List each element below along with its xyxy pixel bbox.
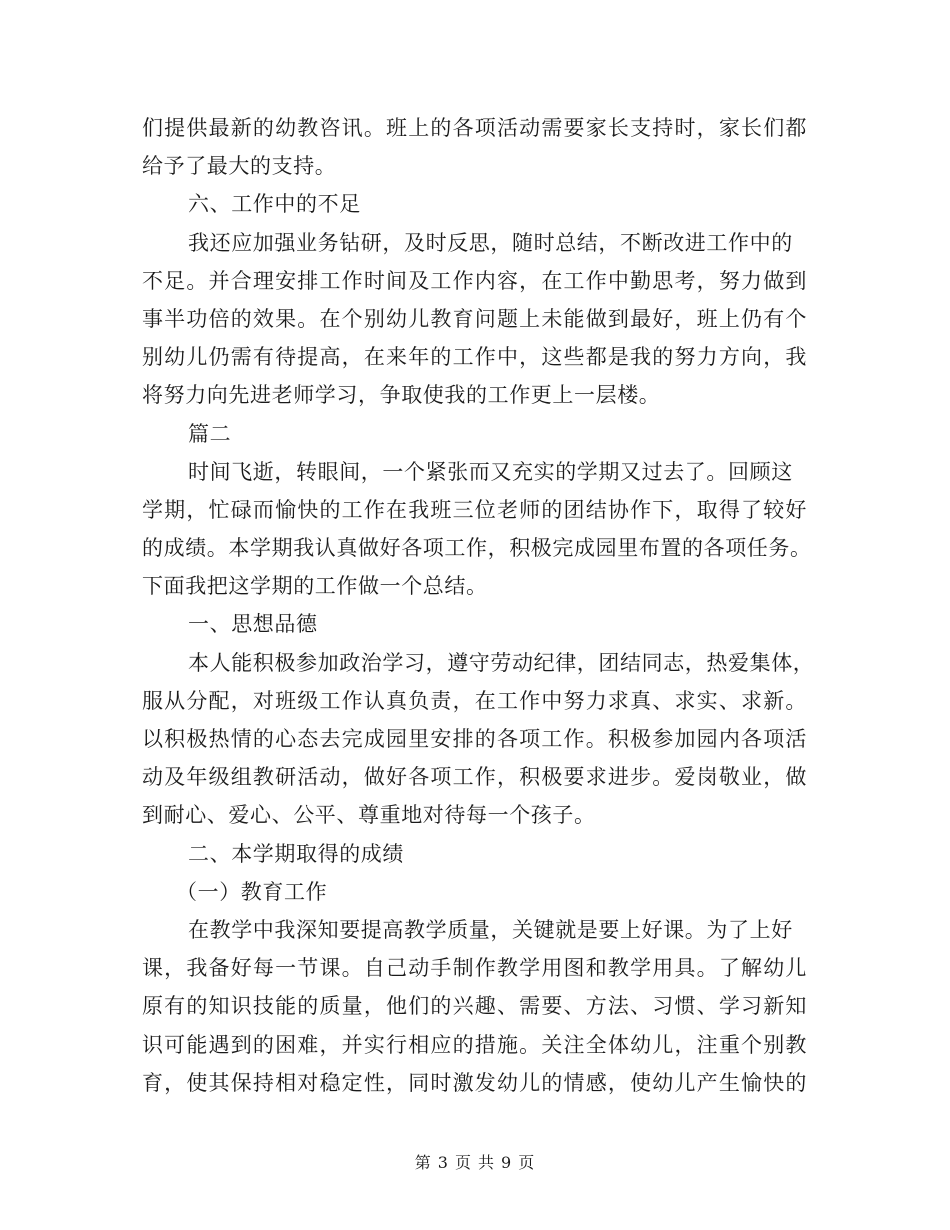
paragraph-line: 下面我把这学期的工作做一个总结。 [142, 574, 488, 599]
subsection-heading: （一）教育工作 [176, 879, 328, 904]
total-pages-number: 9 [501, 1153, 513, 1172]
paragraph-line: 的成绩。本学期我认真做好各项工作，积极完成园里布置的各项任务。 [142, 536, 812, 561]
paragraph-line: 原有的知识技能的质量，他们的兴趣、需要、方法、习惯、学习新知 [142, 994, 807, 1019]
paragraph-line: 本人能积极参加政治学习，遵守劳动纪律，团结同志，热爱集体， [188, 650, 815, 675]
paragraph-line: 动及年级组教研活动，做好各项工作，积极要求进步。爱岗敬业，做 [142, 765, 807, 790]
paragraph-line: 给予了最大的支持。 [142, 154, 337, 179]
document-body [142, 109, 815, 1102]
paragraph-line: 不足。并合理安排工作时间及工作内容，在工作中勤思考，努力做到 [142, 268, 807, 293]
paragraph-line: 事半功倍的效果。在个别幼儿教育问题上未能做到最好，班上仍有个 [142, 306, 807, 331]
paragraph-line: 育，使其保持相对稳定性，同时激发幼儿的情感，使幼儿产生愉快的 [142, 1070, 807, 1095]
paragraph-line: 课，我备好每一节课。自己动手制作教学用图和教学用具。了解幼儿 [142, 956, 807, 981]
current-page-number: 3 [437, 1153, 449, 1172]
paragraph-line: 时间飞逝，转眼间，一个紧张而又充实的学期又过去了。回顾这 [188, 459, 793, 484]
page-number-footer [0, 1150, 950, 1173]
paragraph-line: 我还应加强业务钻研，及时反思，随时总结，不断改进工作中的 [188, 230, 793, 255]
footer-prefix: 第 [414, 1153, 432, 1172]
footer-middle: 页 共 [454, 1153, 496, 1172]
paragraph-line: 在教学中我深知要提高教学质量，关键就是要上好课。为了上好 [188, 917, 793, 942]
paragraph-line: 以积极热情的心态去完成园里安排的各项工作。积极参加园内各项活 [142, 727, 807, 751]
paragraph-line: 将努力向先进老师学习，争取使我的工作更上一层楼。 [142, 383, 661, 408]
paragraph-line: 学期，忙碌而愉快的工作在我班三位老师的团结协作下，取得了较好 [142, 497, 807, 522]
paragraph-line: 服从分配，对班级工作认真负责，在工作中努力求真、求实、求新。 [142, 688, 807, 713]
paragraph-line: 别幼儿仍需有待提高，在来年的工作中，这些都是我的努力方向，我 [142, 345, 807, 370]
section-heading: 二、本学期取得的成绩 [188, 841, 404, 866]
paragraph-line: 识可能遇到的困难，并实行相应的措施。关注全体幼儿，注重个别教 [142, 1032, 807, 1057]
paragraph-line: 们提供最新的幼教咨讯。班上的各项活动需要家长支持时，家长们都 [142, 116, 807, 140]
section-heading: 六、工作中的不足 [188, 192, 361, 217]
paragraph-line: 到耐心、爱心、公平、尊重地对待每一个孩子。 [142, 803, 596, 828]
section-heading: 篇二 [188, 421, 232, 446]
section-heading: 一、思想品德 [188, 612, 318, 637]
footer-suffix: 页 [518, 1153, 536, 1172]
